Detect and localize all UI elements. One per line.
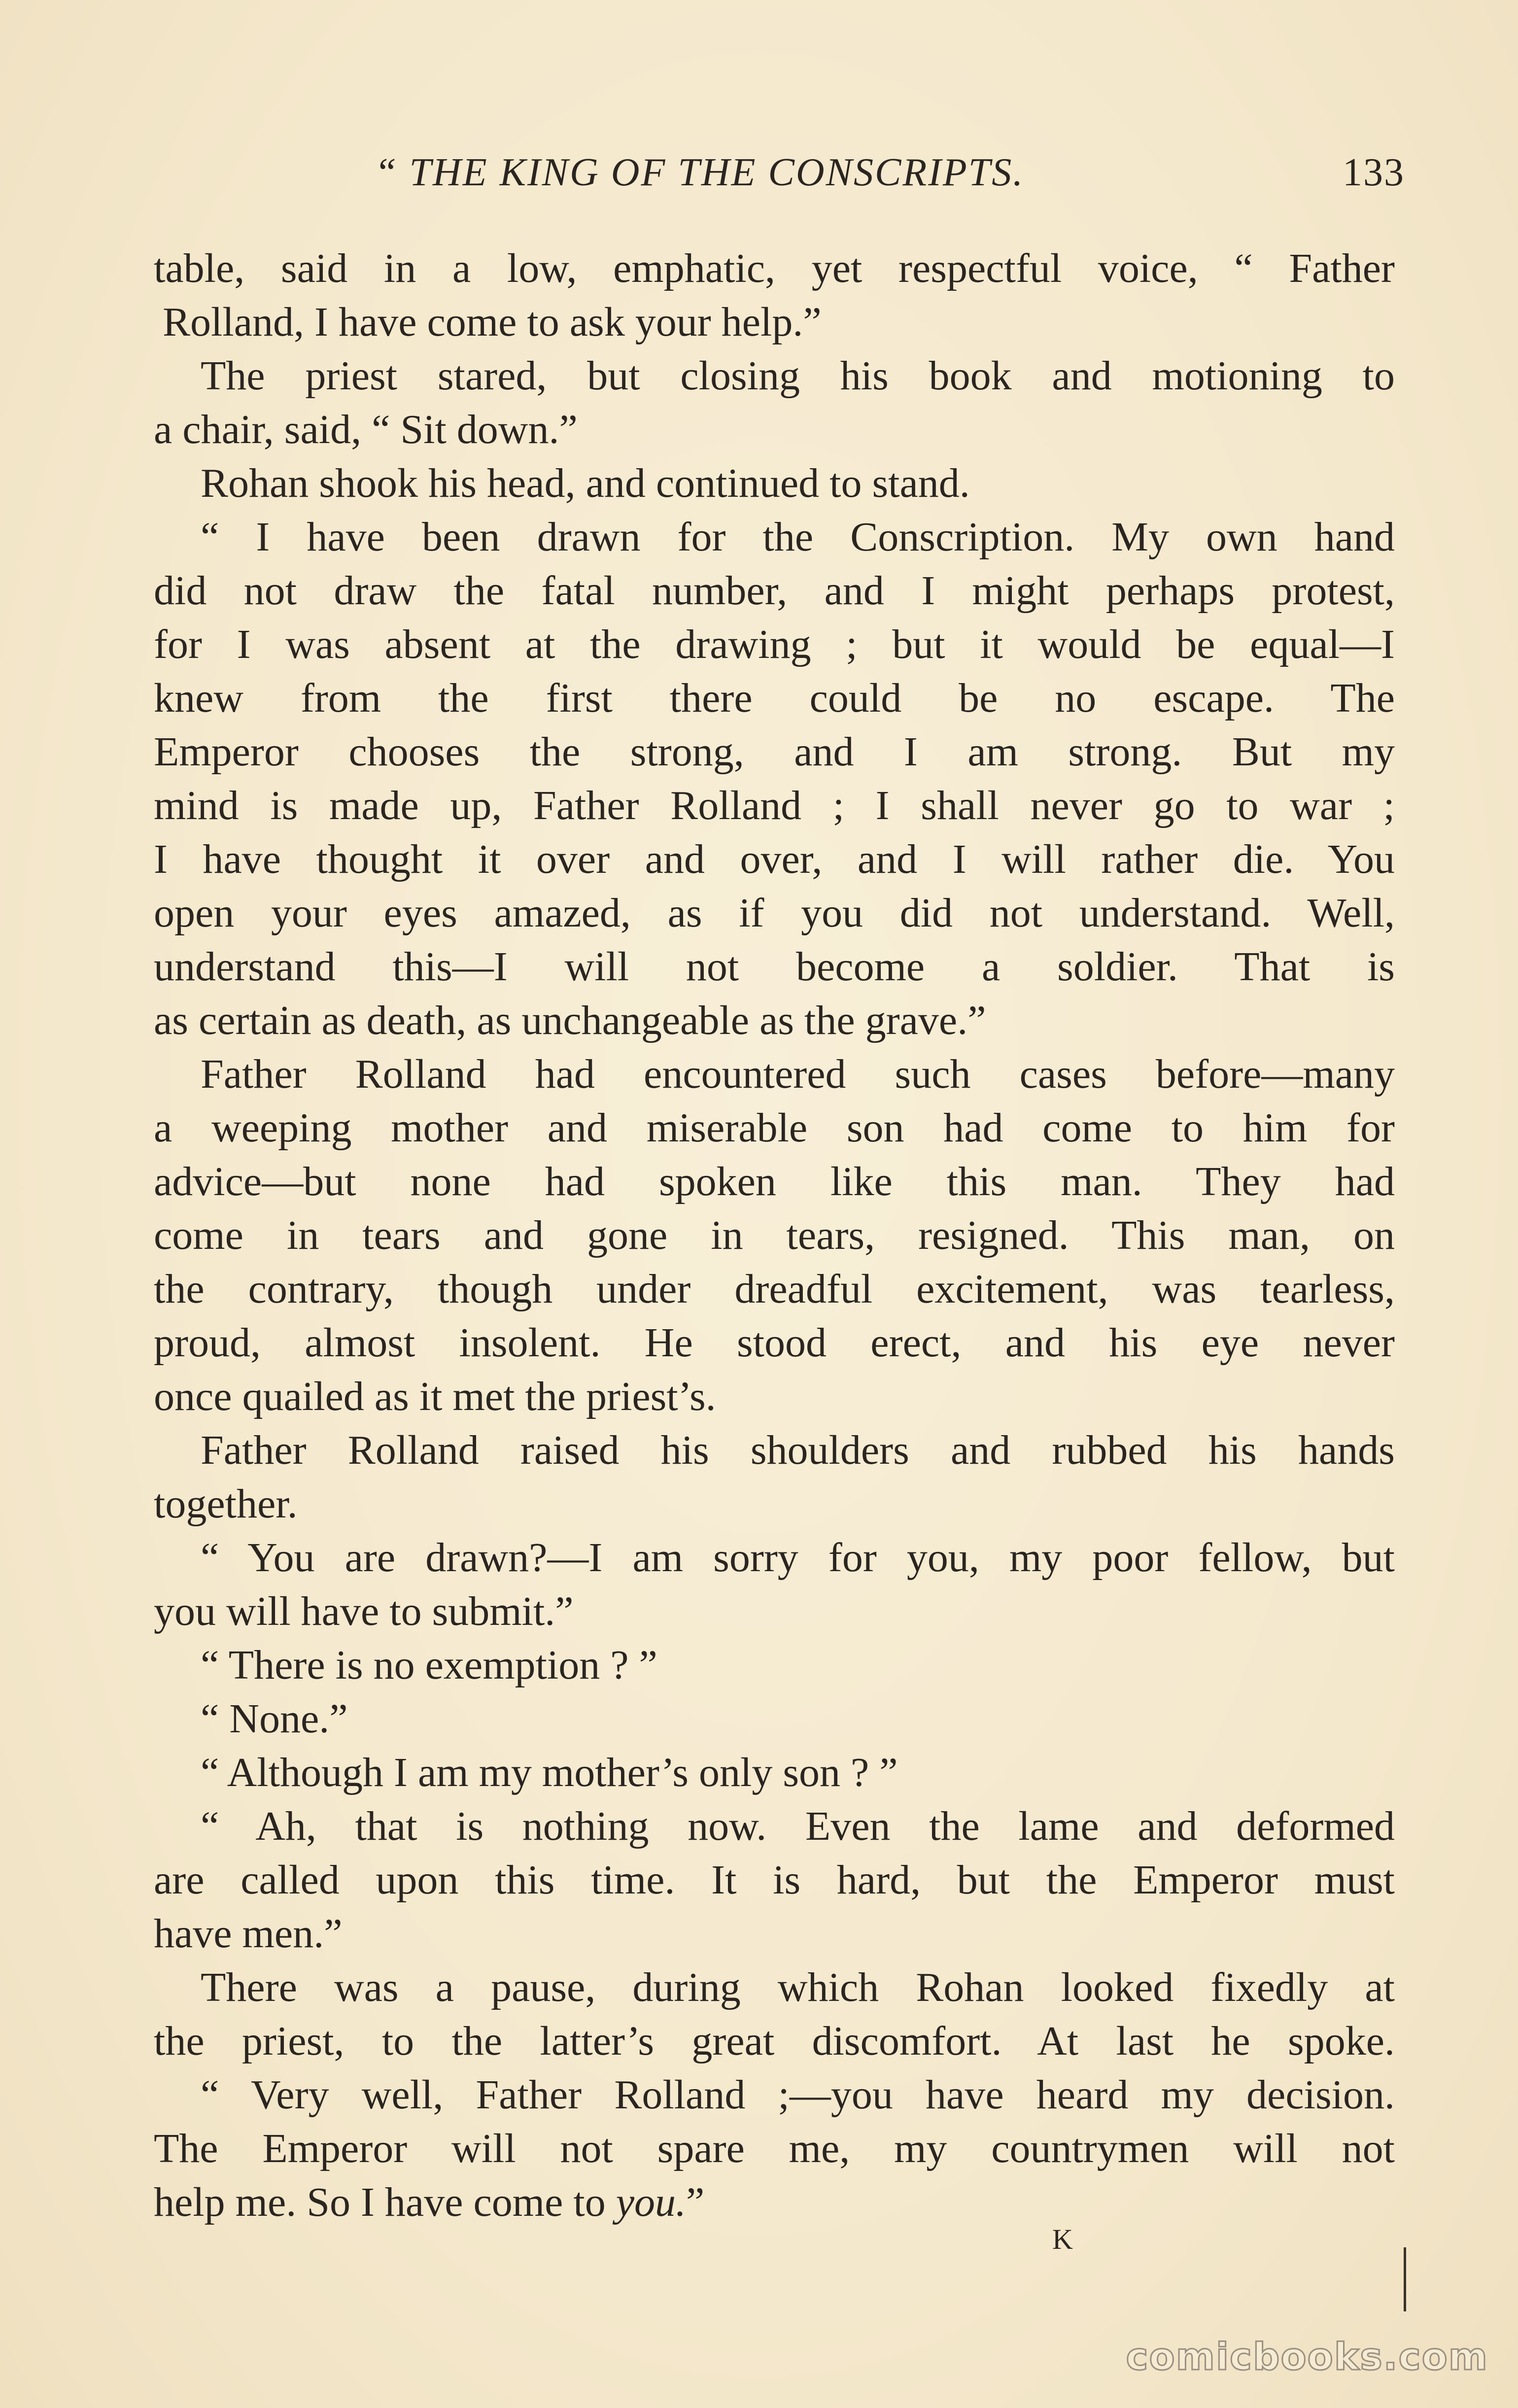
body-text (154, 241, 1395, 2229)
text-line: have men.” (154, 1911, 343, 1957)
page-number: 133 (1343, 151, 1405, 194)
text-line: understand this—I will not become a soldier. That is (154, 944, 1395, 990)
text-line: did not draw the fatal number, and I might perhaps protest, (154, 568, 1395, 614)
text-line: open your eyes amazed, as if you did not understand. Well, (154, 890, 1395, 936)
last-line-start: help me. So I have come to (154, 2179, 616, 2225)
text-line: There was a pause, during which Rohan looked fixedly at (201, 1964, 1395, 2010)
text-line: the contrary, though under dreadful excitement, was tearless, (154, 1266, 1395, 1312)
text-line: Rohan shook his head, and continued to stand. (201, 460, 970, 506)
text-line: knew from the first there could be no escape. The (154, 675, 1395, 721)
text-line: “ Ah, that is nothing now. Even the lame and deformed (201, 1803, 1395, 1849)
page-edge-mark (1404, 2247, 1406, 2311)
text-line: The priest stared, but closing his book and motioning to (201, 353, 1395, 399)
text-line: Emperor chooses the strong, and I am strong. But my (154, 729, 1395, 775)
text-line: for I was absent at the drawing ; but it would be equal—I (154, 621, 1395, 667)
text-line: The Emperor will not spare me, my countrymen will not (154, 2126, 1395, 2171)
text-line: a weeping mother and miserable son had come to him for (154, 1105, 1395, 1151)
watermark: comicbooks.com (1126, 2335, 1488, 2378)
text-line: a chair, said, “ Sit down.” (154, 407, 578, 452)
signature-mark: K (1052, 2223, 1074, 2255)
text-line: proud, almost insolent. He stood erect, and his eye never (154, 1320, 1395, 1366)
text-line: as certain as death, as unchangeable as the grave.” (154, 998, 986, 1043)
closing-quote: ” (686, 2179, 705, 2225)
text-line: I have thought it over and over, and I will rather die. You (154, 836, 1395, 882)
text-line: “ You are drawn?—I am sorry for you, my poor fellow, but (201, 1535, 1395, 1581)
text-line: together. (154, 1481, 298, 1527)
text-line: “ There is no exemption ? ” (201, 1642, 657, 1688)
text-line: “ Although I am my mother’s only son ? ” (201, 1750, 898, 1795)
text-line: table, said in a low, emphatic, yet respectful voice, “ Father (154, 245, 1395, 291)
text-line: “ I have been drawn for the Conscription. My own hand (201, 514, 1395, 560)
text-line: come in tears and gone in tears, resigned. This man, on (154, 1212, 1395, 1258)
text-line: Rolland, I have come to ask your help.” (163, 299, 822, 345)
text-line: “ Very well, Father Rolland ;—you have heard my decision. (201, 2072, 1395, 2118)
text-line: once quailed as it met the priest’s. (154, 1374, 716, 1419)
text-line: mind is made up, Father Rolland ; I shall never go to war ; (154, 783, 1395, 828)
text-line: “ None.” (201, 1696, 348, 1742)
emphasized-word: you. (616, 2179, 687, 2225)
running-header (158, 145, 1405, 200)
text-line: the priest, to the latter’s great discomfort. At last he spoke. (154, 2018, 1395, 2064)
running-title: “ THE KING OF THE CONSCRIPTS. (375, 151, 1025, 194)
text-line-last (154, 2175, 1395, 2229)
text-line: are called upon this time. It is hard, but the Emperor must (154, 1857, 1395, 1903)
text-line: Father Rolland had encountered such cases before—many (201, 1051, 1395, 1097)
text-line: you will have to submit.” (154, 1588, 574, 1634)
text-line: advice—but none had spoken like this man. They had (154, 1159, 1395, 1204)
text-line: Father Rolland raised his shoulders and rubbed his hands (201, 1427, 1395, 1473)
